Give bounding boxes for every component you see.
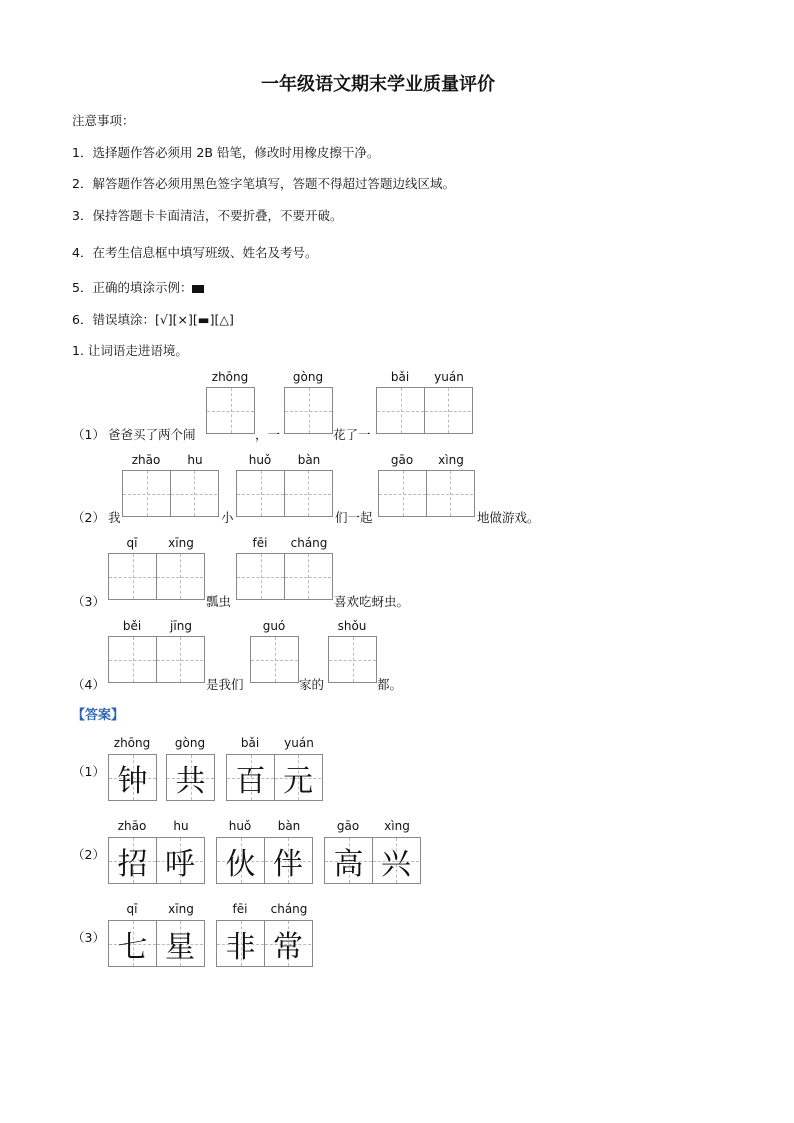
pinyin-label: shǒu bbox=[337, 619, 367, 633]
pinyin-label: gòng bbox=[292, 370, 324, 384]
sentence-text: 都。 bbox=[377, 677, 403, 692]
answer-char: 伙 bbox=[225, 846, 256, 882]
notice-heading: 注意事项： bbox=[72, 113, 135, 128]
filled-block-icon bbox=[192, 285, 204, 293]
pinyin-label: gòng bbox=[174, 736, 206, 750]
char-grid-blank[interactable] bbox=[108, 553, 205, 600]
char-grid-blank[interactable] bbox=[236, 470, 333, 517]
pinyin-label: fēi bbox=[252, 536, 268, 550]
pinyin-label: xīng bbox=[168, 536, 194, 550]
pinyin-label: cháng bbox=[270, 902, 308, 916]
pinyin-label: zhāo bbox=[131, 453, 161, 467]
sentence-text: 是我们 bbox=[206, 677, 244, 692]
char-grid-blank[interactable] bbox=[284, 387, 333, 434]
pinyin-label: bàn bbox=[277, 819, 301, 833]
answer-char: 七 bbox=[117, 929, 148, 965]
answer-char-grid bbox=[216, 920, 313, 967]
pinyin-label: qī bbox=[126, 902, 138, 916]
line-label: （2） bbox=[72, 510, 105, 525]
answer-char-grid bbox=[226, 754, 323, 801]
answer-row-label: （3） bbox=[72, 930, 105, 945]
char-grid-blank[interactable] bbox=[108, 636, 205, 683]
notice-item-text: 5．正确的填涂示例： bbox=[72, 280, 193, 295]
notice-item-correct-fill bbox=[72, 278, 204, 296]
page-title: 一年级语文期末学业质量评价 bbox=[261, 74, 495, 95]
pinyin-label: zhōng bbox=[113, 736, 151, 750]
char-grid-blank[interactable] bbox=[122, 470, 219, 517]
pinyin-label: yuán bbox=[284, 736, 314, 750]
answer-char: 共 bbox=[175, 763, 206, 799]
pinyin-label: hu bbox=[187, 453, 203, 467]
pinyin-label: cháng bbox=[290, 536, 328, 550]
answer-char: 高 bbox=[333, 846, 364, 882]
answer-char-grid bbox=[108, 837, 205, 884]
pinyin-label: gāo bbox=[390, 453, 414, 467]
notice-item: 6．错误填涂：[√][×][▬][△] bbox=[72, 312, 234, 327]
notice-item: 4．在考生信息框中填写班级、姓名及考号。 bbox=[72, 245, 318, 260]
answer-char-grid bbox=[216, 837, 313, 884]
answer-char: 伴 bbox=[273, 846, 303, 882]
pinyin-label: zhōng bbox=[211, 370, 249, 384]
answer-char: 常 bbox=[273, 929, 303, 965]
notice-item: 2．解答题作答必须用黑色签字笔填写，答题不得超过答题边线区域。 bbox=[72, 176, 455, 191]
pinyin-label: huǒ bbox=[248, 453, 272, 467]
answer-label: 【答案】 bbox=[72, 708, 125, 723]
char-grid-blank[interactable] bbox=[250, 636, 299, 683]
pinyin-label: fēi bbox=[232, 902, 248, 916]
sentence-text: 家的 bbox=[299, 677, 325, 692]
pinyin-label: xìng bbox=[438, 453, 464, 467]
char-grid-blank[interactable] bbox=[206, 387, 255, 434]
answer-char-grid bbox=[108, 754, 157, 801]
pinyin-label: gāo bbox=[336, 819, 360, 833]
pinyin-label: bǎi bbox=[390, 370, 410, 384]
pinyin-label: hu bbox=[173, 819, 189, 833]
answer-char: 元 bbox=[283, 763, 313, 799]
pinyin-label: bàn bbox=[297, 453, 321, 467]
notice-item: 3．保持答题卡卡面清洁，不要折叠，不要开破。 bbox=[72, 208, 343, 223]
line-label: （4） bbox=[72, 677, 105, 692]
pinyin-label: huǒ bbox=[228, 819, 252, 833]
pinyin-label: guó bbox=[262, 619, 286, 633]
answer-char: 百 bbox=[235, 763, 266, 799]
answer-char-grid bbox=[166, 754, 215, 801]
line-label: （1） bbox=[72, 427, 105, 442]
answer-char: 星 bbox=[165, 929, 195, 965]
answer-char: 非 bbox=[225, 929, 256, 965]
pinyin-label: zhāo bbox=[117, 819, 147, 833]
line-label: （3） bbox=[72, 594, 105, 609]
sentence-text: 瓢虫 bbox=[206, 594, 232, 609]
sentence-text: 花了一 bbox=[333, 427, 371, 442]
char-grid-blank[interactable] bbox=[328, 636, 377, 683]
answer-row-label: （1） bbox=[72, 764, 105, 779]
sentence-text: 爸爸买了两个闹 bbox=[108, 427, 196, 442]
pinyin-label: xìng bbox=[384, 819, 410, 833]
sentence-text: 们一起 bbox=[335, 510, 373, 525]
pinyin-label: běi bbox=[122, 619, 142, 633]
question-heading: 1. 让词语走进语境。 bbox=[72, 343, 188, 358]
answer-char-grid bbox=[324, 837, 421, 884]
char-grid-blank[interactable] bbox=[376, 387, 473, 434]
answer-char: 兴 bbox=[381, 846, 411, 882]
answer-char: 钟 bbox=[117, 763, 148, 799]
answer-char: 呼 bbox=[165, 846, 195, 882]
answer-char: 招 bbox=[117, 846, 148, 882]
sentence-text: 小 bbox=[221, 510, 234, 525]
notice-item: 1．选择题作答必须用 2B 铅笔，修改时用橡皮擦干净。 bbox=[72, 145, 380, 160]
sentence-text: ，一 bbox=[255, 427, 281, 442]
char-grid-blank[interactable] bbox=[236, 553, 333, 600]
pinyin-label: yuán bbox=[434, 370, 464, 384]
answer-row-label: （2） bbox=[72, 847, 105, 862]
char-grid-blank[interactable] bbox=[378, 470, 475, 517]
sentence-text: 喜欢吃蚜虫。 bbox=[334, 594, 410, 609]
answer-char-grid bbox=[108, 920, 205, 967]
sentence-text: 我 bbox=[108, 510, 121, 525]
pinyin-label: xīng bbox=[168, 902, 194, 916]
pinyin-label: bǎi bbox=[240, 736, 260, 750]
sentence-text: 地做游戏。 bbox=[477, 510, 540, 525]
pinyin-label: qī bbox=[126, 536, 138, 550]
pinyin-label: jīng bbox=[170, 619, 192, 633]
